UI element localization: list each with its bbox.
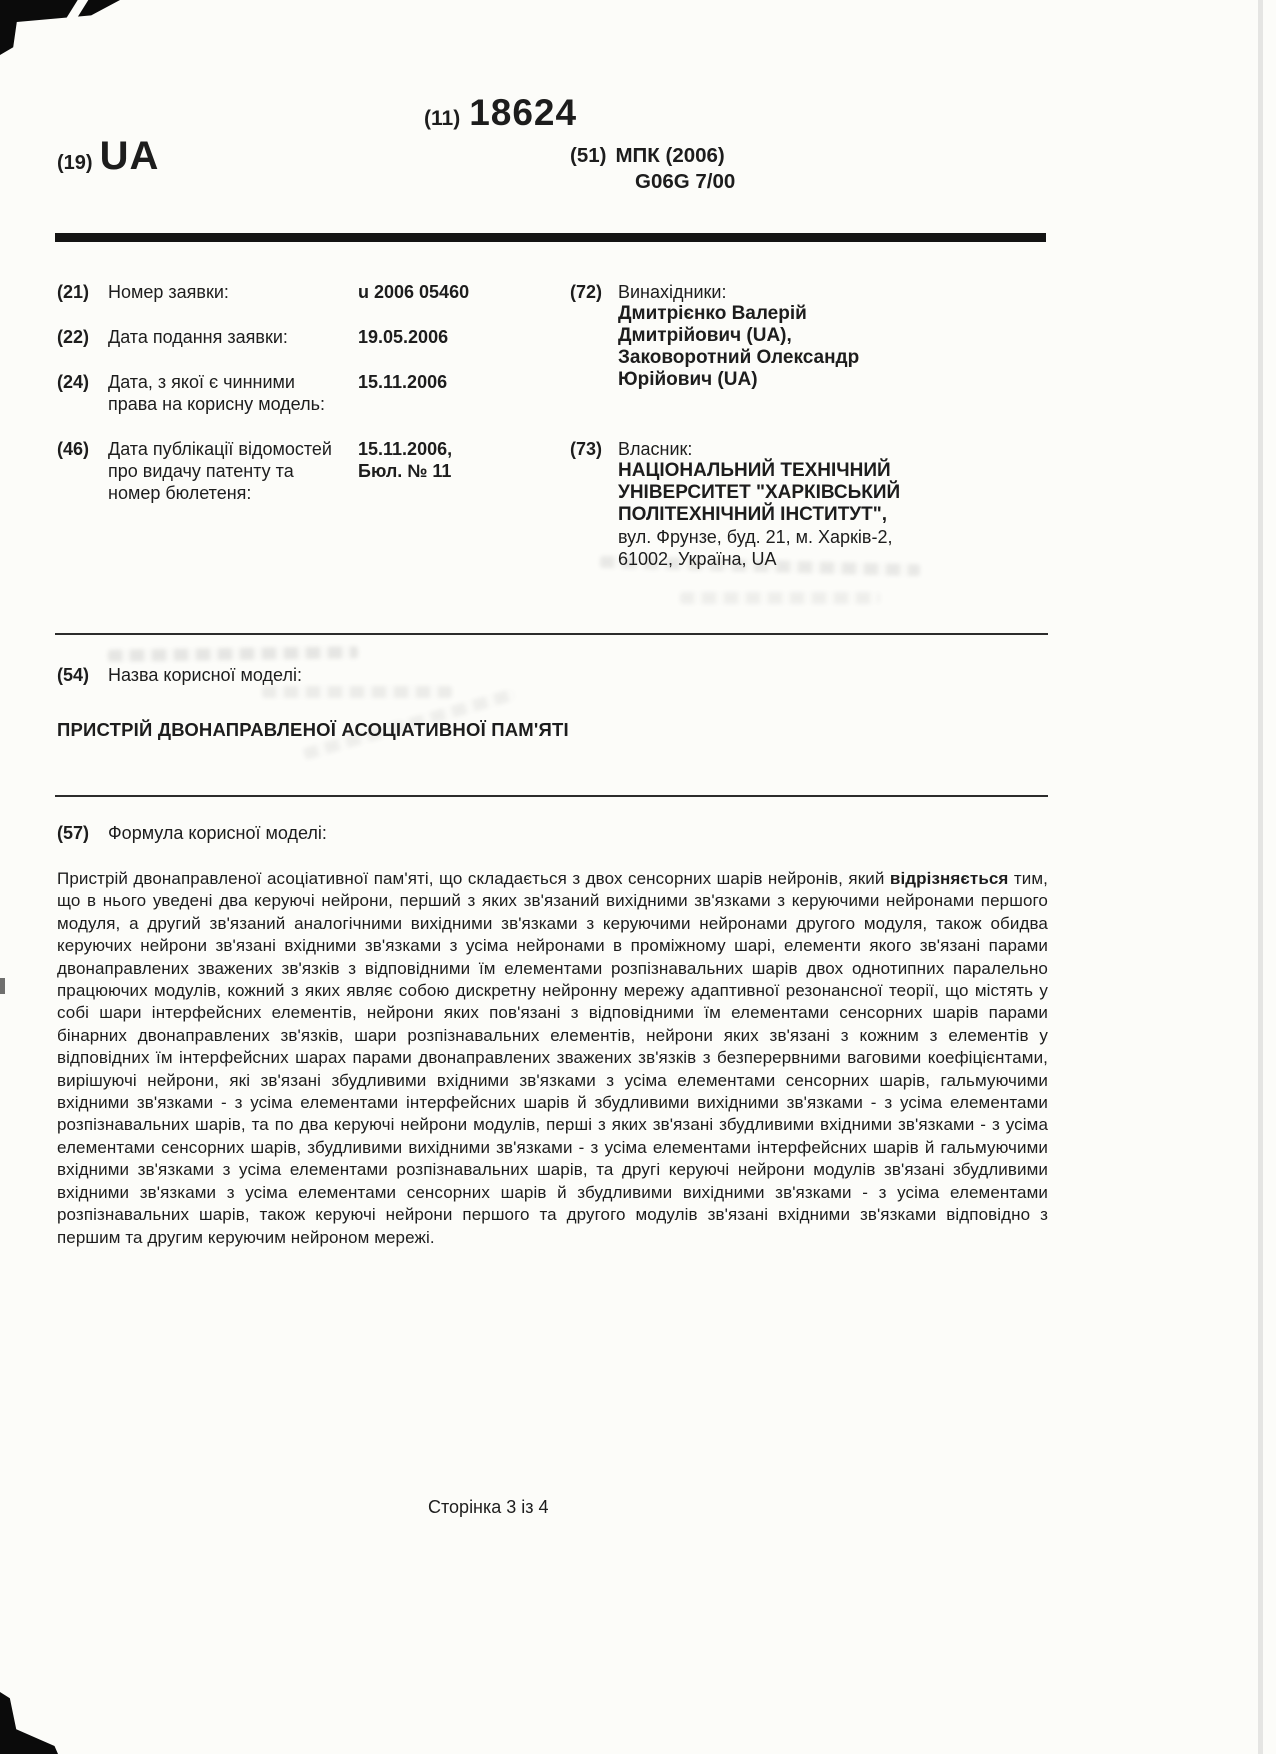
claim-emphasis: відрізняється	[889, 869, 1009, 888]
claim-text	[57, 868, 1048, 1249]
claims-section-header	[57, 822, 327, 844]
claim-rest: тим, що в нього уведені два керуючі нейрони, перший з яких зв'язаний вихідними зв'язками з керуючими нейронами першого модуля, а другий зв'язаний аналогічними вихідними зв'язками з керуючими нейронами другого модуля, також обидва керуючих нейрони зв'язані вхідними зв'язками з усіма нейронами в проміжному шарі, елементи якого зв'язані парами двонаправлених зважених зв'язків з відповідними їм елементами розпізнавальних шарів двох однотипних паралельно працюючих модулів, кожний з яких являє собою дискретну нейронну мережу адаптивної резонансної теорії, що містять у собі шари інтерфейсних елементів, нейрони яких пов'язані з відповідними їм елементами сенсорних шарів парами бінарних двонаправлених зв'язків, шари розпізнавальних елементів, нейрони яких зв'язані з кожним з елементів у відповідних їм інтерфейсних шарах парами двонаправлених зважених зв'язків з безперервними ваговими коефіцієнтами, вирішуючі нейрони, які зв'язані збудливими вхідними зв'язками з усіма елементами сенсорних шарів, гальмуючими вхідними зв'язками - з усіма елементами інтерфейсних шарів й збудливими вихідними зв'язками - з усіма елементами розпізнавальних шарів, та по два керуючі нейрони модулів, перші з яких зв'язані збудливими вхідними зв'язками - з усіма елементами сенсорних шарів, збудливими вихідними зв'язками - з усіма елементами інтерфейсних шарів й гальмуючими вхідними зв'язками з усіма елементами розпізнавальних шарів, та другі керуючі нейрони модулів зв'язані збудливими вхідними зв'язками з усіма елементами сенсорних шарів й збудливими вихідними зв'язками - з усіма елементами розпізнавальних шарів, також керуючі нейрони першого та другого модулів зв'язані вхідними зв'язками відповідно з першим та другим керуючим нейроном мережі.	[57, 869, 1048, 1247]
country-code: UA	[99, 134, 160, 178]
ipc-edition: МПК (2006)	[615, 144, 725, 167]
show-through-smudge	[680, 592, 880, 604]
field-label: Номер заявки:	[108, 282, 229, 302]
section-rule	[55, 795, 1048, 797]
scan-artifact-right-edge	[1258, 0, 1263, 1754]
section-rule	[55, 633, 1048, 635]
scan-artifact-left-edge-dash	[0, 978, 5, 994]
show-through-smudge	[108, 646, 358, 661]
header-separator-bar	[55, 233, 1046, 242]
inid-code-51: (51)	[570, 144, 607, 167]
ipc-classification-block	[570, 143, 735, 195]
inid-code-72: (72)	[570, 282, 603, 302]
inid-code-19: (19)	[57, 152, 93, 174]
utility-model-title: ПРИСТРІЙ ДВОНАПРАВЛЕНОЇ АСОЦІАТИВНОЇ ПАМ'ЯТІ	[57, 719, 569, 740]
page-number-indicator: Сторінка 3 із 4	[428, 1497, 549, 1517]
field-application-number	[57, 281, 562, 303]
inid-code-11: (11)	[424, 107, 461, 130]
field-publication-date	[57, 438, 562, 504]
inventors-block	[570, 281, 1050, 391]
owner-address: вул. Фрунзе, буд. 21, м. Харків-2, 61002, Україна, UA	[618, 527, 893, 569]
field-value: 15.11.2006	[358, 372, 448, 392]
publication-number-block	[424, 92, 577, 134]
inid-code-21: (21)	[57, 282, 90, 302]
inid-code-22: (22)	[57, 327, 90, 347]
field-value: 15.11.2006, Бюл. № 11	[358, 439, 453, 481]
claims-section-label: Формула корисної моделі:	[108, 823, 327, 843]
inid-code-73: (73)	[570, 439, 603, 459]
claim-lead: Пристрій двонаправленої асоціативної пам'яті, що складається з двох сенсорних шарів нейронів, який	[57, 869, 890, 888]
inid-code-46: (46)	[57, 439, 90, 459]
inid-code-57: (57)	[57, 823, 90, 843]
inventors-label: Винахідники:	[618, 282, 727, 302]
title-section-header	[57, 664, 302, 686]
field-filing-date	[57, 326, 562, 348]
show-through-smudge	[262, 686, 452, 698]
inid-code-24: (24)	[57, 372, 90, 392]
country-code-block	[57, 134, 159, 179]
ipc-class: G06G 7/00	[635, 170, 736, 193]
field-effective-date	[57, 371, 562, 415]
scan-artifact-bottom-left	[0, 1692, 58, 1754]
owner-block	[570, 438, 1050, 570]
field-label: Дата подання заявки:	[108, 327, 288, 347]
owner-name: НАЦІОНАЛЬНИЙ ТЕХНІЧНИЙ УНІВЕРСИТЕТ "ХАРКІВСЬКИЙ ПОЛІТЕХНІЧНИЙ ІНСТИТУТ",	[618, 460, 901, 525]
title-section-label: Назва корисної моделі:	[108, 665, 302, 685]
field-value: 19.05.2006	[358, 327, 449, 347]
publication-number: 18624	[469, 92, 578, 133]
owner-label: Власник:	[618, 439, 693, 459]
inventors-names: Дмитрієнко Валерій Дмитрійович (UA), Заковоротний Олександр Юрійович (UA)	[618, 303, 860, 390]
field-label: Дата, з якої є чинними права на корисну модель:	[108, 372, 325, 414]
field-value: u 2006 05460	[358, 282, 470, 302]
field-label: Дата публікації відомостей про видачу патенту та номер бюлетеня:	[108, 439, 332, 503]
inid-code-54: (54)	[57, 665, 90, 685]
bibliographic-fields	[57, 281, 562, 527]
